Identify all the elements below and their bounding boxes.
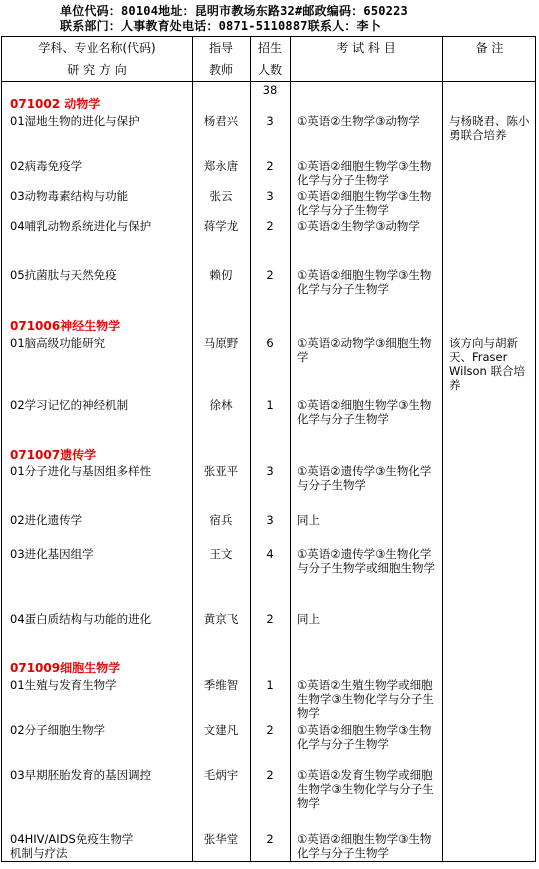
exam-subjects: ①英语②动物学③细胞生物学 [297,336,432,364]
exam-subjects: ①英语②细胞生物学③生物化学与分子生物学 [297,398,432,426]
exam-subjects: ①英语②遗传学③生物化学与分子生物学 [297,464,432,492]
total-quota: 38 [262,83,278,97]
advisor: 郑永唐 [203,159,239,173]
exam-subjects: ①英语②细胞生物学③生物化学与分子生物学 [297,723,432,751]
direction: 01生殖与发育生物学 [10,678,117,692]
direction: 02病毒免疫学 [10,159,83,173]
advisor: 张云 [209,189,233,203]
section-title: 071002 动物学 [10,97,101,111]
quota: 2 [266,768,274,782]
col-header-advisor: 指导 教师 [208,41,233,77]
quota: 2 [266,159,274,173]
quota: 2 [266,723,274,737]
exam-subjects: ①英语②生物学③动物学 [297,114,420,128]
exam-subjects: ①英语②生殖生物学或细胞生物学③生物化学与分子生物学 [297,678,434,720]
col-header-quota: 招生 人数 [257,41,282,77]
advisor: 文建凡 [203,723,239,737]
advisor: 蒋学龙 [203,219,239,233]
exam-subjects: 同上 [297,612,320,626]
direction: 04哺乳动物系统进化与保护 [10,219,152,233]
advisor: 毛炳宇 [203,768,239,782]
col-header-exams: 考 试 科 目 [336,41,396,55]
quota: 2 [266,219,274,233]
direction: 02进化遗传学 [10,513,83,527]
notes: 与杨晓君、陈小勇联合培养 [449,114,530,142]
section-title: 071009细胞生物学 [10,661,121,675]
quota: 4 [266,547,274,561]
quota: 1 [266,398,274,412]
exam-subjects: ①英语②细胞生物学③生物化学与分子生物学 [297,832,432,860]
exam-subjects: ①英语②发育生物学或细胞生物学③生物化学与分子生物学 [297,768,434,810]
advisor: 张华堂 [203,832,239,846]
direction: 03进化基因组学 [10,547,94,561]
exam-subjects: 同上 [297,513,320,527]
advisor: 杨君兴 [203,114,239,128]
unit-info-line: 单位代码：80104地址：昆明市教场东路32#邮政编码：650223 [60,4,408,18]
quota: 2 [266,612,274,626]
quota: 3 [266,513,274,527]
col-header-notes: 备 注 [475,41,504,55]
quota: 2 [266,832,274,846]
exam-subjects: ①英语②细胞生物学③生物化学与分子生物学 [297,189,432,217]
quota: 3 [266,464,274,478]
advisor: 黄京飞 [203,612,239,626]
direction: 05抗菌肽与天然免疫 [10,268,117,282]
direction: 02学习记忆的神经机制 [10,398,129,412]
quota: 1 [266,678,274,692]
advisor: 马原野 [203,336,239,350]
direction: 04蛋白质结构与功能的进化 [10,612,152,626]
advisor: 徐林 [209,398,233,412]
direction: 04HIV/AIDS免疫生物学机制与疗法 [10,832,134,860]
quota: 3 [266,189,274,203]
exam-subjects: ①英语②遗传学③生物化学与分子生物学或细胞生物学 [297,547,435,575]
direction: 01分子进化与基因组多样性 [10,464,152,478]
exam-subjects: ①英语②细胞生物学③生物化学与分子生物学 [297,159,432,187]
section-title: 071007遗传学 [10,448,97,462]
quota: 6 [266,336,274,350]
advisor: 季维智 [203,678,239,692]
advisor: 宿兵 [209,513,233,527]
contact-info-line: 联系部门：人事教育处电话：0871-5110887联系人：李卜 [60,19,381,33]
admissions-table [1,36,536,862]
column-divider [290,37,291,861]
exam-subjects: ①英语②细胞生物学③生物化学与分子生物学 [297,268,432,296]
section-title: 071006神经生物学 [10,319,121,333]
direction: 03早期胚胎发育的基因调控 [10,768,152,782]
advisor: 张亚平 [203,464,239,478]
col-header-major: 学科、专业名称(代码) 研 究 方 向 [38,41,156,77]
quota: 2 [266,268,274,282]
quota: 3 [266,114,274,128]
notes: 该方向与胡新天、Fraser Wilson 联合培养 [449,336,525,392]
direction: 03动物毒素结构与功能 [10,189,129,203]
advisor: 王文 [209,547,233,561]
column-divider [442,37,443,861]
advisor: 赖仞 [209,268,233,282]
direction: 02分子细胞生物学 [10,723,106,737]
exam-subjects: ①英语②生物学③动物学 [297,219,420,233]
direction: 01脑高级功能研究 [10,336,106,350]
header-divider [2,81,535,82]
direction: 01湿地生物的进化与保护 [10,114,140,128]
